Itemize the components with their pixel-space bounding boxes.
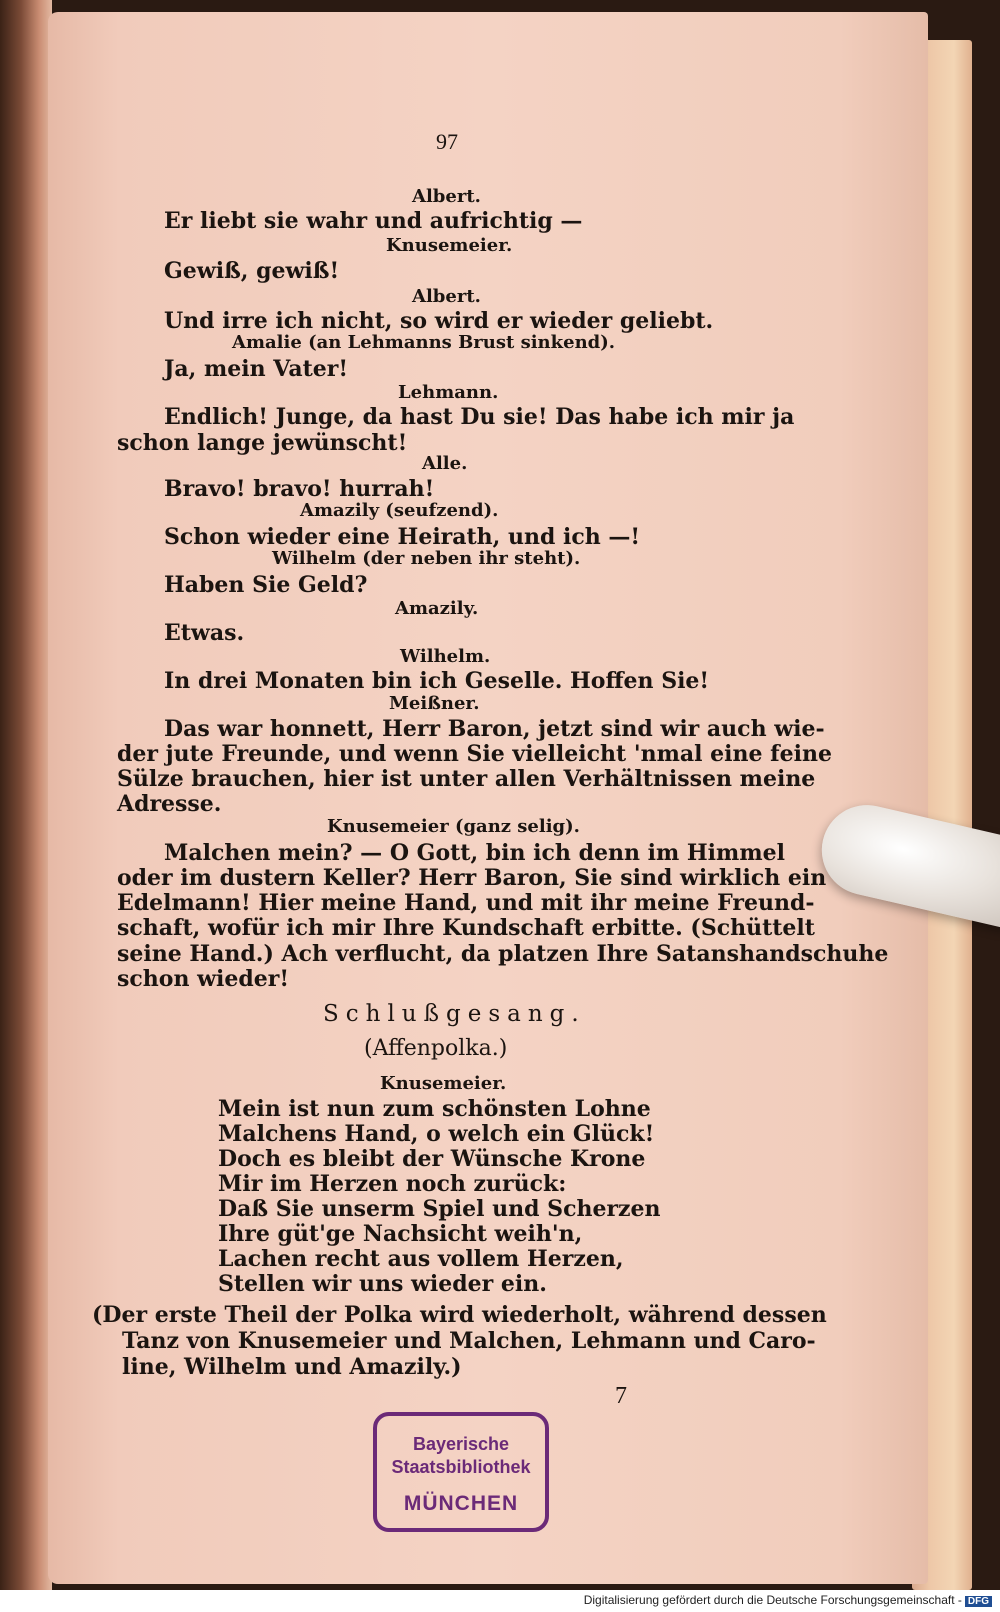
text-line: Edelmann! Hier meine Hand, und mit ihr meine Freund- <box>117 890 815 916</box>
speaker-heading: Albert. <box>412 186 481 207</box>
signature-mark: 7 <box>615 1383 627 1409</box>
text-line: Schon wieder eine Heirath, und ich —! <box>164 524 641 550</box>
text-line: der jute Freunde, und wenn Sie vielleicht 'nmal eine feine <box>117 741 832 767</box>
footer-credit-text: Digitalisierung gefördert durch die Deutsche Forschungsgemeinschaft - <box>583 1593 962 1607</box>
speaker-heading: Knusemeier (ganz selig). <box>327 816 580 837</box>
text-line: Adresse. <box>117 791 222 817</box>
speaker-heading: Alle. <box>422 453 468 474</box>
verse-line: Malchens Hand, o welch ein Glück! <box>218 1121 655 1147</box>
speaker-heading: Wilhelm (der neben ihr steht). <box>272 548 581 569</box>
song-title: Schlußgesang. <box>323 1001 586 1027</box>
text-line: Malchen mein? — O Gott, bin ich denn im Himmel <box>164 840 785 866</box>
book-binding-edge <box>0 0 52 1612</box>
stage-direction-line: line, Wilhelm und Amazily.) <box>122 1354 462 1380</box>
text-line: schon lange jewünscht! <box>117 430 408 456</box>
text-line: Endlich! Junge, da hast Du sie! Das habe ich mir ja <box>164 404 795 430</box>
speaker-heading: Amalie (an Lehmanns Brust sinkend). <box>232 332 616 353</box>
text-line: Gewiß, gewiß! <box>164 258 340 284</box>
stamp-line-2: Staatsbibliothek <box>391 1457 531 1477</box>
stamp-line-1: Bayerische <box>412 1434 510 1454</box>
speaker-heading: Knusemeier. <box>386 235 513 256</box>
verse-line: Ihre güt'ge Nachsicht weih'n, <box>218 1221 583 1247</box>
song-subtitle: (Affenpolka.) <box>364 1036 508 1061</box>
text-line: oder im dustern Keller? Herr Baron, Sie sind wirklich ein <box>117 865 827 891</box>
text-line: Und irre ich nicht, so wird er wieder geliebt. <box>164 308 714 334</box>
speaker-heading: Amazily (seufzend). <box>300 500 499 521</box>
text-line: schon wieder! <box>117 966 290 992</box>
text-line: Bravo! bravo! hurrah! <box>164 476 435 502</box>
stamp-line-3: MÜNCHEN <box>403 1492 519 1515</box>
page-number: 97 <box>436 129 458 154</box>
text-line: In drei Monaten bin ich Geselle. Hoffen Sie! <box>164 668 710 694</box>
verse-line: Mein ist nun zum schönsten Lohne <box>218 1096 651 1122</box>
text-line: schaft, wofür ich mir Ihre Kundschaft erbitte. (Schüttelt <box>117 915 815 941</box>
text-line: Etwas. <box>164 620 245 646</box>
verse-line: Mir im Herzen noch zurück: <box>218 1171 567 1197</box>
library-stamp <box>373 1412 549 1532</box>
text-line: Ja, mein Vater! <box>164 356 348 382</box>
verse-line: Doch es bleibt der Wünsche Krone <box>218 1146 646 1172</box>
speaker-heading: Amazily. <box>395 598 479 619</box>
speaker-heading: Lehmann. <box>398 382 499 403</box>
stage-direction-line: Tanz von Knusemeier und Malchen, Lehmann und Caro- <box>122 1328 816 1354</box>
stage-direction-line: (Der erste Theil der Polka wird wiederholt, während dessen <box>92 1302 827 1328</box>
speaker-heading: Wilhelm. <box>400 646 491 667</box>
text-line: Er liebt sie wahr und aufrichtig — <box>164 208 583 234</box>
verse-line: Daß Sie unserm Spiel und Scherzen <box>218 1196 661 1222</box>
text-line: seine Hand.) Ach verflucht, da platzen Ihre Satanshandschuhe <box>117 941 889 967</box>
text-line: Haben Sie Geld? <box>164 572 368 598</box>
speaker-heading: Knusemeier. <box>380 1073 507 1094</box>
footer-credit <box>584 1593 992 1607</box>
verse-line: Stellen wir uns wieder ein. <box>218 1271 547 1297</box>
text-line: Sülze brauchen, hier ist unter allen Verhältnissen meine <box>117 766 816 792</box>
verse-line: Lachen recht aus vollem Herzen, <box>218 1246 624 1272</box>
text-line: Das war honnett, Herr Baron, jetzt sind wir auch wie- <box>164 716 825 742</box>
speaker-heading: Meißner. <box>389 693 480 714</box>
dfg-logo: DFG <box>965 1596 992 1607</box>
speaker-heading: Albert. <box>412 286 481 307</box>
